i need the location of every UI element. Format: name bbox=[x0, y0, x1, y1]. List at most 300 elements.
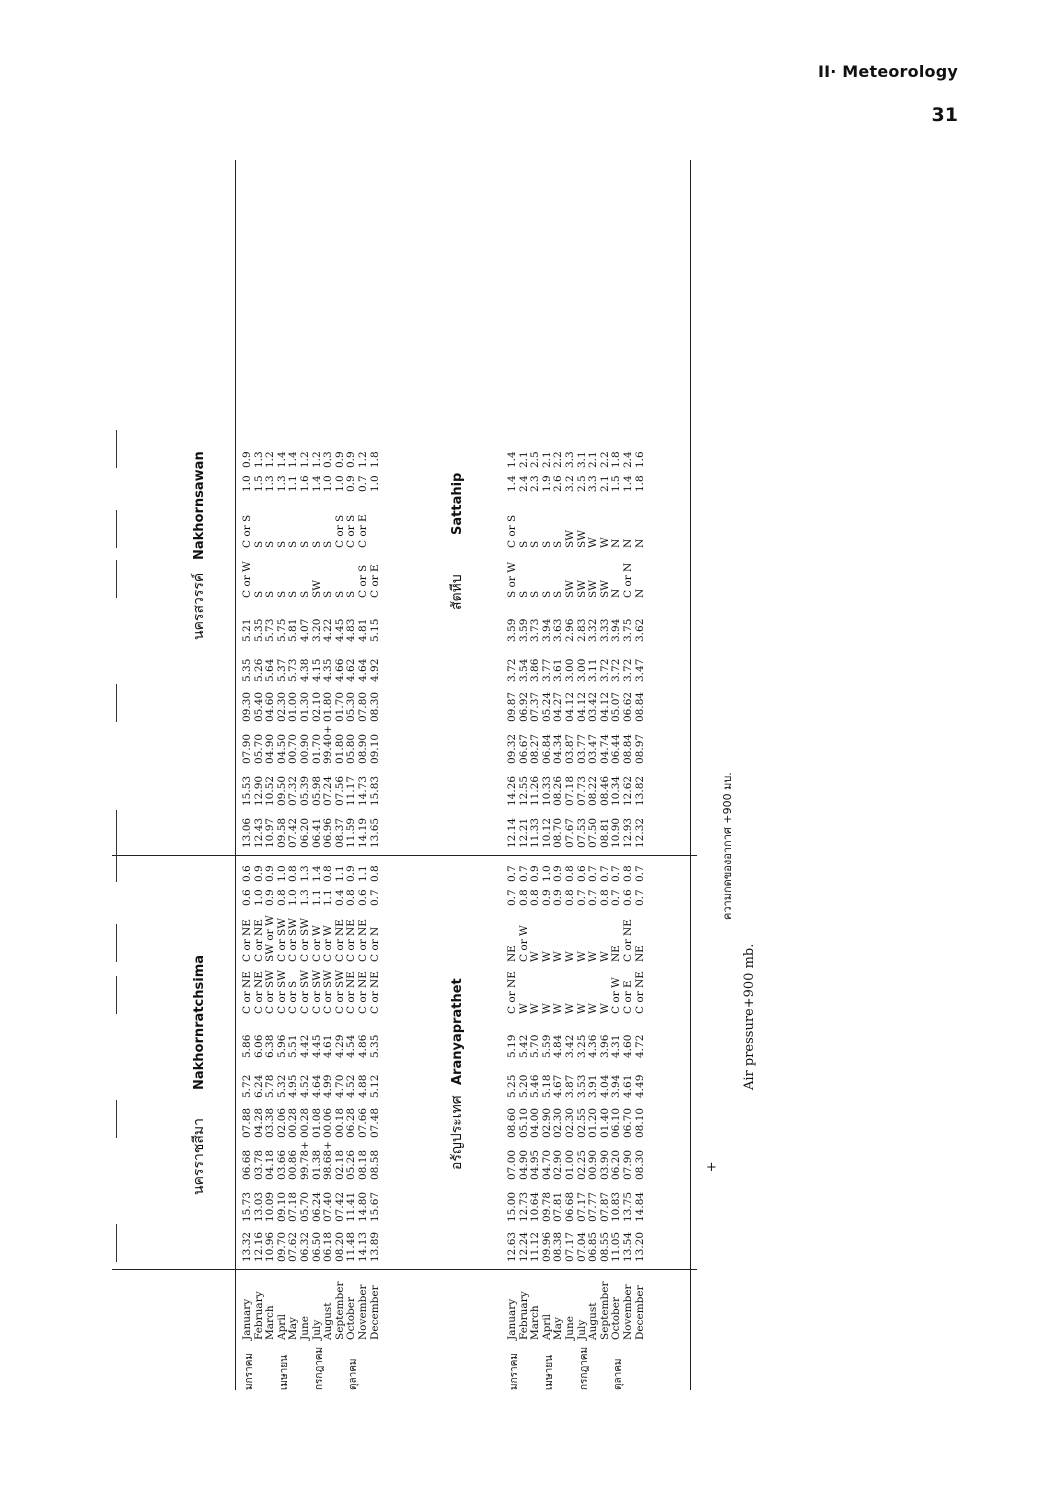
table-cell: 0.3 bbox=[322, 451, 335, 468]
table-cell: 1.5 bbox=[252, 475, 265, 492]
month-label: March bbox=[529, 1305, 542, 1340]
table-cell: 5.96 bbox=[275, 1034, 288, 1058]
table-cell: 3.94 bbox=[540, 618, 553, 642]
table-cell: 3.59 bbox=[517, 618, 530, 642]
table-cell: 0.9 bbox=[333, 451, 346, 468]
table-cell: 5.81 bbox=[287, 618, 300, 642]
table-column bbox=[507, 562, 646, 598]
table-cell: W bbox=[575, 951, 588, 962]
table-cell: 01.08 bbox=[310, 1107, 323, 1138]
table-cell: 12.90 bbox=[252, 775, 265, 806]
table-cell: C or E bbox=[368, 564, 381, 598]
table-cell: 0.7 bbox=[356, 475, 369, 492]
table-cell: 1.1 bbox=[310, 889, 323, 906]
table-cell: 1.2 bbox=[264, 451, 277, 468]
table-cell: 01.20 bbox=[587, 1107, 600, 1138]
table-cell: 4.70 bbox=[333, 1074, 346, 1098]
table-cell: 3.73 bbox=[529, 618, 542, 642]
table-cell: 10.52 bbox=[264, 775, 277, 806]
table-cell: 0.8 bbox=[287, 865, 300, 882]
table-column bbox=[507, 818, 646, 848]
table-cell: 99.40+ bbox=[322, 725, 335, 764]
table-cell: 07.50 bbox=[587, 817, 600, 848]
table-cell: S bbox=[252, 540, 265, 548]
table-cell: 4.61 bbox=[322, 1034, 335, 1058]
table-cell: 11.59 bbox=[345, 817, 358, 848]
table-cell: 00.18 bbox=[333, 1107, 346, 1138]
table-cell: 04.27 bbox=[552, 691, 565, 722]
table-column bbox=[507, 919, 646, 962]
footnote-english: Air pressure+900 mb. bbox=[742, 943, 757, 1090]
table-cell: S or W bbox=[506, 561, 518, 598]
table-cell: 14.13 bbox=[356, 1231, 369, 1262]
table-cell: 5.26 bbox=[252, 658, 265, 682]
table-cell: W bbox=[540, 951, 553, 962]
table-cell: SW bbox=[587, 580, 600, 598]
table-cell: 5.73 bbox=[264, 618, 277, 642]
table-cell: 1.4 bbox=[275, 451, 288, 468]
table-cell: 05.70 bbox=[252, 733, 265, 764]
header-rule bbox=[116, 560, 117, 598]
table-cell: 1.0 bbox=[368, 475, 381, 492]
table-cell: 07.90 bbox=[241, 733, 253, 764]
table-cell: 10.83 bbox=[610, 1191, 623, 1222]
table-cell: S bbox=[264, 590, 277, 598]
table-cell: 00.70 bbox=[287, 733, 300, 764]
station-thai-aranyaprathet: อรัญประเทศ bbox=[449, 1095, 465, 1170]
footnote-thai: ความกดของอากาศ +900 มบ. bbox=[721, 772, 734, 920]
table-cell: W bbox=[517, 1003, 530, 1014]
table-cell: 02.18 bbox=[333, 1149, 346, 1180]
table-cell: 0.7 bbox=[598, 865, 611, 882]
table-cell: 3.11 bbox=[587, 658, 600, 682]
table-cell: 07.32 bbox=[287, 775, 300, 806]
table-column bbox=[507, 692, 646, 722]
table-cell: S bbox=[529, 540, 542, 548]
table-cell: W bbox=[552, 951, 565, 962]
table-cell: 4.60 bbox=[621, 1034, 634, 1058]
table-cell: S bbox=[322, 540, 335, 548]
table-cell: 08.90 bbox=[356, 733, 369, 764]
table-cell: 2.1 bbox=[517, 451, 530, 468]
table-cell: 4.66 bbox=[333, 658, 346, 682]
table-cell: 3.54 bbox=[517, 658, 530, 682]
table-cell: 13.06 bbox=[241, 817, 253, 848]
table-cell: 11.48 bbox=[345, 1231, 358, 1262]
table-cell: 15.73 bbox=[241, 1191, 253, 1222]
table-cell: 08.37 bbox=[333, 817, 346, 848]
table-cell: 3.32 bbox=[587, 618, 600, 642]
table-cell: 01.40 bbox=[598, 1107, 611, 1138]
table-cell: S bbox=[333, 590, 346, 598]
table-cell: 4.22 bbox=[322, 618, 335, 642]
table-cell: 01.80 bbox=[322, 691, 335, 722]
table-cell: 6.06 bbox=[252, 1034, 265, 1058]
table-cell: 10.12 bbox=[540, 817, 553, 848]
table-cell: 1.2 bbox=[310, 451, 323, 468]
table-cell: 0.8 bbox=[621, 865, 634, 882]
table-cell: 13.03 bbox=[252, 1191, 265, 1222]
table-column bbox=[507, 1150, 646, 1180]
table-cell: 12.24 bbox=[517, 1231, 530, 1262]
table-cell: 3.96 bbox=[598, 1034, 611, 1058]
table-column bbox=[242, 1075, 381, 1098]
table-cell: 07.18 bbox=[287, 1191, 300, 1222]
table-cell: S bbox=[552, 540, 565, 548]
season-label: เมษายน bbox=[543, 1355, 555, 1390]
month-label: December bbox=[633, 1285, 646, 1340]
table-cell: 2.3 bbox=[529, 475, 542, 492]
label-divider bbox=[112, 1269, 697, 1270]
table-cell: 3.72 bbox=[506, 658, 518, 682]
table-cell: 1.4 bbox=[621, 475, 634, 492]
table-cell: 13.89 bbox=[368, 1231, 381, 1262]
table-column bbox=[507, 1108, 646, 1138]
table-cell: 1.3 bbox=[298, 889, 311, 906]
table-cell: 09.10 bbox=[368, 733, 381, 764]
table-cell: C or N bbox=[621, 562, 634, 598]
table-cell: C or S bbox=[356, 564, 369, 598]
table-cell: 4.31 bbox=[610, 1034, 623, 1058]
table-cell: 04.60 bbox=[264, 691, 277, 722]
table-cell: 02.30 bbox=[275, 691, 288, 722]
table-cell: 3.75 bbox=[621, 618, 634, 642]
table-cell: 0.7 bbox=[587, 865, 600, 882]
table-cell: 5.18 bbox=[540, 1074, 553, 1098]
table-column bbox=[242, 889, 381, 906]
table-cell: 0.9 bbox=[540, 889, 553, 906]
table-cell: 13.32 bbox=[241, 1231, 253, 1262]
table-cell: 0.9 bbox=[264, 865, 277, 882]
table-cell: 1.0 bbox=[252, 889, 265, 906]
table-cell: 07.40 bbox=[322, 1191, 335, 1222]
table-cell: 1.2 bbox=[356, 451, 369, 468]
month-label: December bbox=[368, 1285, 381, 1340]
table-cell: 0.9 bbox=[345, 451, 358, 468]
table-cell: 6.24 bbox=[252, 1074, 265, 1098]
table-column bbox=[242, 475, 381, 492]
table-cell: S bbox=[275, 590, 288, 598]
table-cell: 01.70 bbox=[310, 733, 323, 764]
month-label: June bbox=[563, 1316, 576, 1340]
table-cell: 4.84 bbox=[552, 1034, 565, 1058]
table-cell: 06.68 bbox=[241, 1149, 253, 1180]
header-rule bbox=[116, 684, 117, 722]
header-rule bbox=[116, 844, 117, 882]
table-cell: 12.73 bbox=[517, 1191, 530, 1222]
table-cell: 00.90 bbox=[298, 733, 311, 764]
table-cell: 05.39 bbox=[298, 775, 311, 806]
table-cell: 1.1 bbox=[322, 889, 335, 906]
month-label: January bbox=[506, 1298, 518, 1340]
table-cell: 3.42 bbox=[563, 1034, 576, 1058]
table-cell: 1.9 bbox=[540, 475, 553, 492]
table-cell: W bbox=[587, 951, 600, 962]
table-cell: 1.4 bbox=[506, 451, 518, 468]
table-cell: C or S bbox=[345, 514, 358, 548]
table-cell: 0.9 bbox=[552, 889, 565, 906]
table-cell: W bbox=[598, 1003, 611, 1014]
table-cell: 01.00 bbox=[563, 1149, 576, 1180]
table-cell: 06.28 bbox=[345, 1107, 358, 1138]
table-cell: 06.96 bbox=[322, 817, 335, 848]
table-cell: 07.81 bbox=[552, 1191, 565, 1222]
table-cell: 3.91 bbox=[587, 1074, 600, 1098]
table-cell: 09.10 bbox=[275, 1191, 288, 1222]
table-cell: 4.07 bbox=[298, 618, 311, 642]
table-cell: 08.27 bbox=[529, 733, 542, 764]
header-rule bbox=[116, 1224, 117, 1262]
month-label: August bbox=[587, 1302, 600, 1340]
table-cell: S bbox=[287, 540, 300, 548]
table-cell: 3.72 bbox=[621, 658, 634, 682]
table-cell: 5.72 bbox=[241, 1074, 253, 1098]
table-cell: 06.32 bbox=[298, 1231, 311, 1262]
table-cell: C or NE bbox=[252, 971, 265, 1014]
table-cell: 1.3 bbox=[264, 475, 277, 492]
table-cell: 12.43 bbox=[252, 817, 265, 848]
table-column bbox=[242, 1108, 381, 1138]
table-cell: 10.97 bbox=[264, 817, 277, 848]
table-cell: 1.1 bbox=[356, 865, 369, 882]
month-label: October bbox=[610, 1297, 623, 1340]
table-cell: 5.35 bbox=[252, 618, 265, 642]
table-cell: 07.73 bbox=[575, 775, 588, 806]
table-cell: 3.77 bbox=[540, 658, 553, 682]
table-cell: 10.96 bbox=[264, 1231, 277, 1262]
month-label: July bbox=[310, 1319, 323, 1340]
table-cell: 08.84 bbox=[621, 733, 634, 764]
table-cell: 0.6 bbox=[356, 889, 369, 906]
table-cell: 02.55 bbox=[575, 1107, 588, 1138]
table-cell: 4.64 bbox=[310, 1074, 323, 1098]
table-cell: 4.54 bbox=[345, 1034, 358, 1058]
table-cell: 01.80 bbox=[333, 733, 346, 764]
header-rule bbox=[116, 924, 117, 962]
table-column bbox=[507, 1232, 646, 1262]
table-cell: 0.6 bbox=[241, 865, 253, 882]
table-cell: 0.8 bbox=[563, 889, 576, 906]
table-cell: 07.00 bbox=[506, 1149, 518, 1180]
table-cell: 15.83 bbox=[368, 775, 381, 806]
table-cell: 04.12 bbox=[598, 691, 611, 722]
table-cell: 08.84 bbox=[633, 691, 646, 722]
table-cell: NE bbox=[506, 945, 518, 962]
table-cell: 4.95 bbox=[287, 1074, 300, 1098]
table-cell: N bbox=[633, 588, 646, 598]
table-bottom-rule bbox=[690, 160, 691, 1390]
table-cell: 4.42 bbox=[298, 1034, 311, 1058]
month-label: May bbox=[287, 1317, 300, 1340]
table-cell: 12.32 bbox=[633, 817, 646, 848]
table-cell: 02.30 bbox=[563, 1107, 576, 1138]
table-cell: S bbox=[275, 540, 288, 548]
table-cell: 03.66 bbox=[275, 1149, 288, 1180]
table-cell: 0.8 bbox=[345, 889, 358, 906]
table-cell: 5.78 bbox=[264, 1074, 277, 1098]
table-cell: 0.8 bbox=[598, 889, 611, 906]
table-cell: 2.1 bbox=[598, 475, 611, 492]
table-cell: 2.96 bbox=[563, 618, 576, 642]
table-cell: W bbox=[529, 951, 542, 962]
table-cell: 4.72 bbox=[633, 1034, 646, 1058]
table-cell: 3.1 bbox=[575, 451, 588, 468]
month-label: July bbox=[575, 1319, 588, 1340]
table-cell: 08.81 bbox=[598, 817, 611, 848]
table-cell: 1.1 bbox=[287, 475, 300, 492]
table-column bbox=[242, 619, 381, 642]
table-cell: 15.67 bbox=[368, 1191, 381, 1222]
table-cell: 09.78 bbox=[540, 1191, 553, 1222]
table-cell: C or N bbox=[368, 926, 381, 962]
table-cell: 5.19 bbox=[506, 1034, 518, 1058]
table-cell: 4.83 bbox=[345, 618, 358, 642]
table-cell: 3.00 bbox=[563, 658, 576, 682]
table-cell: 02.90 bbox=[552, 1149, 565, 1180]
table-cell: 05.07 bbox=[610, 691, 623, 722]
table-cell: 07.18 bbox=[563, 775, 576, 806]
table-cell: 07.80 bbox=[356, 691, 369, 722]
table-cell: S bbox=[517, 590, 530, 598]
table-column bbox=[242, 725, 381, 764]
table-cell: 5.59 bbox=[540, 1034, 553, 1058]
table-cell: 07.04 bbox=[575, 1231, 588, 1262]
table-column bbox=[507, 475, 646, 492]
table-cell: 0.9 bbox=[552, 865, 565, 882]
table-cell: 04.74 bbox=[598, 733, 611, 764]
table-cell: 10.34 bbox=[610, 775, 623, 806]
table-cell: 4.81 bbox=[356, 618, 369, 642]
table-cell: 1.4 bbox=[506, 475, 518, 492]
table-cell: SW bbox=[310, 580, 323, 598]
table-cell: 1.3 bbox=[298, 865, 311, 882]
table-cell: 09.32 bbox=[506, 733, 518, 764]
table-cell: 11.17 bbox=[345, 775, 358, 806]
table-cell: 13.20 bbox=[633, 1231, 646, 1262]
table-cell: 4.61 bbox=[621, 1074, 634, 1098]
header-rule bbox=[116, 510, 117, 548]
table-cell: 06.70 bbox=[621, 1107, 634, 1138]
table-cell: 08.60 bbox=[506, 1107, 518, 1138]
table-cell: C or W bbox=[310, 925, 323, 962]
table-cell: W bbox=[598, 537, 611, 548]
table-cell: 08.38 bbox=[552, 1231, 565, 1262]
table-cell: 2.5 bbox=[575, 475, 588, 492]
table-cell: 5.70 bbox=[529, 1034, 542, 1058]
table-cell: 5.32 bbox=[275, 1074, 288, 1098]
table-cell: 14.26 bbox=[506, 775, 518, 806]
table-cell: C or S bbox=[506, 514, 518, 548]
table-cell: S bbox=[322, 590, 335, 598]
table-column bbox=[242, 1192, 381, 1222]
table-cell: C or NE bbox=[506, 971, 518, 1014]
table-cell: 3.47 bbox=[633, 658, 646, 682]
table-cell: 4.52 bbox=[345, 1074, 358, 1098]
table-cell: 12.63 bbox=[506, 1231, 518, 1262]
table-cell: 13.54 bbox=[621, 1231, 634, 1262]
table-cell: 0.8 bbox=[368, 865, 381, 882]
table-cell: C or S bbox=[287, 980, 300, 1014]
header-rule bbox=[116, 976, 117, 1014]
table-cell: 10.64 bbox=[529, 1191, 542, 1222]
table-cell: 08.10 bbox=[633, 1107, 646, 1138]
table-cell: SW or W bbox=[264, 915, 277, 962]
table-cell: C or SW bbox=[275, 969, 288, 1014]
table-cell: 0.9 bbox=[345, 865, 358, 882]
table-cell: 09.58 bbox=[275, 817, 288, 848]
table-cell: 09.70 bbox=[275, 1231, 288, 1262]
table-cell: 07.53 bbox=[575, 817, 588, 848]
table-cell: 07.77 bbox=[587, 1191, 600, 1222]
table-column bbox=[242, 514, 381, 548]
table-cell: 2.2 bbox=[552, 451, 565, 468]
table-column bbox=[242, 776, 381, 806]
table-cell: 04.95 bbox=[529, 1149, 542, 1180]
table-cell: 06.85 bbox=[587, 1231, 600, 1262]
season-label: ตุลาคม bbox=[613, 1358, 625, 1390]
table-cell: S bbox=[517, 540, 530, 548]
table-cell: NE bbox=[633, 945, 646, 962]
table-cell: C or NE bbox=[621, 919, 634, 962]
table-cell: 07.66 bbox=[356, 1107, 369, 1138]
table-cell: C or NE bbox=[356, 919, 369, 962]
table-cell: 04.34 bbox=[552, 733, 565, 764]
table-cell: 4.45 bbox=[310, 1034, 323, 1058]
table-cell: 14.19 bbox=[356, 817, 369, 848]
table-cell: 03.78 bbox=[252, 1149, 265, 1180]
table-cell: 4.38 bbox=[298, 658, 311, 682]
rotated-table bbox=[112, 160, 697, 1390]
table-cell: 06.50 bbox=[310, 1231, 323, 1262]
table-cell: 0.7 bbox=[517, 865, 530, 882]
table-cell: 12.62 bbox=[621, 775, 634, 806]
table-cell: 0.7 bbox=[587, 889, 600, 906]
table-column bbox=[242, 1141, 381, 1180]
header-rule bbox=[116, 810, 117, 848]
table-cell: C or SW bbox=[310, 969, 323, 1014]
table-cell: 10.33 bbox=[540, 775, 553, 806]
table-cell: W bbox=[540, 1003, 553, 1014]
table-cell: 5.12 bbox=[368, 1074, 381, 1098]
table-cell: SW bbox=[575, 580, 588, 598]
table-cell: 2.1 bbox=[540, 451, 553, 468]
month-label: March bbox=[264, 1305, 277, 1340]
table-cell: 0.7 bbox=[506, 865, 518, 882]
table-column bbox=[507, 1035, 646, 1058]
table-column bbox=[242, 561, 381, 598]
table-cell: SW bbox=[563, 580, 576, 598]
table-cell: 03.42 bbox=[587, 691, 600, 722]
table-cell: NE bbox=[610, 945, 623, 962]
table-cell: S bbox=[540, 540, 553, 548]
table-cell: 08.70 bbox=[552, 817, 565, 848]
table-cell: W bbox=[563, 951, 576, 962]
table-column bbox=[242, 1035, 381, 1058]
table-cell: 1.3 bbox=[275, 475, 288, 492]
table-cell: 1.2 bbox=[298, 451, 311, 468]
table-cell: 08.55 bbox=[598, 1231, 611, 1262]
table-cell: 04.00 bbox=[529, 1107, 542, 1138]
table-cell: 05.10 bbox=[517, 1107, 530, 1138]
table-cell: 09.30 bbox=[241, 691, 253, 722]
table-cell: 02.25 bbox=[575, 1149, 588, 1180]
month-label: November bbox=[621, 1284, 634, 1340]
table-cell: 1.5 bbox=[610, 475, 623, 492]
table-cell: 03.38 bbox=[264, 1107, 277, 1138]
table-cell: 4.92 bbox=[368, 658, 381, 682]
table-cell: 0.7 bbox=[610, 865, 623, 882]
table-cell: N bbox=[610, 538, 623, 548]
